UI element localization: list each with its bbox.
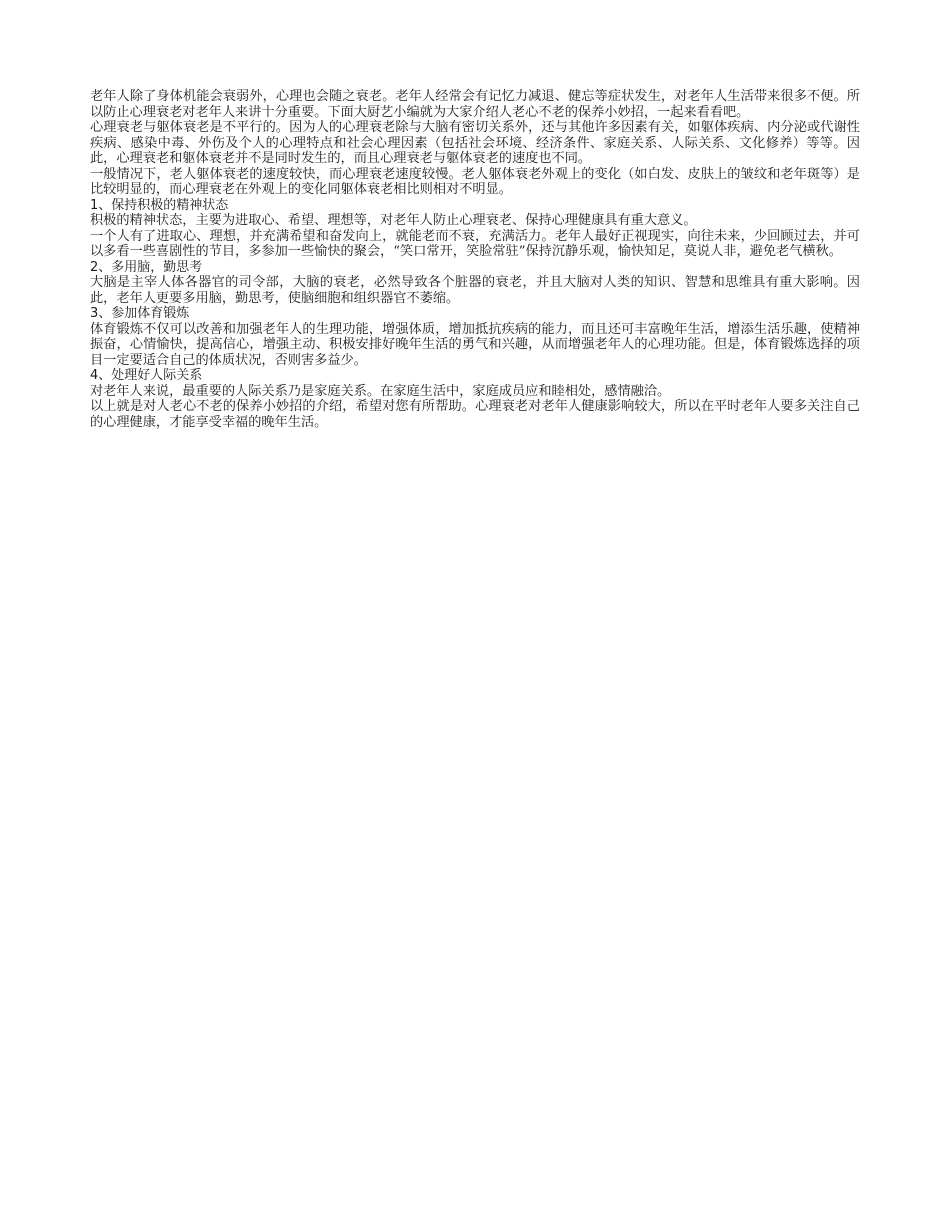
intro-paragraph: 老年人除了身体机能会衰弱外，心理也会随之衰老。老年人经常会有记忆力减退、健忘等症状发生，对老年人生活带来很多不便。所以防止心理衰老对老年人来讲十分重要。下面大厨艺小编就为大家介绍人老心不老的保养小妙招，一起来看看吧。 <box>90 89 860 120</box>
section-heading: 4、处理好人际关系 <box>90 368 203 383</box>
body-paragraph: 一般情况下，老人躯体衰老的速度较快，而心理衰老速度较慢。老人躯体衰老外观上的变化（如白发、皮肤上的皱纹和老年斑等）是比较明显的，而心理衰老在外观上的变化同躯体衰老相比则相对不明显。 <box>90 166 860 197</box>
section-heading: 3、参加体育锻炼 <box>90 306 190 321</box>
body-paragraph: 对老年人来说，最重要的人际关系乃是家庭关系。在家庭生活中，家庭成员应和睦相处，感情融洽。 <box>90 383 671 399</box>
document-body <box>90 89 860 430</box>
closing-paragraph: 以上就是对人老心不老的保养小妙招的介绍，希望对您有所帮助。心理衰老对老年人健康影响较大，所以在平时老年人要多关注自己的心理健康，才能享受幸福的晚年生活。 <box>90 399 860 430</box>
body-paragraph: 大脑是主宰人体各器官的司令部，大脑的衰老，必然导致各个脏器的衰老，并且大脑对人类的知识、智慧和思维具有重大影响。因此，老年人更要多用脑，勤思考，使脑细胞和组织器官不萎缩。 <box>90 275 860 306</box>
body-paragraph: 体育锻炼不仅可以改善和加强老年人的生理功能，增强体质，增加抵抗疾病的能力，而且还可丰富晚年生活，增添生活乐趣，使精神振奋，心情愉快，提高信心，增强主动、积极安排好晚年生活的勇气和兴趣，从而增强老年人的心理功能。但是，体育锻炼选择的项目一定要适合自己的体质状况，否则害多益少。 <box>90 321 860 368</box>
body-paragraph: 心理衰老与躯体衰老是不平行的。因为人的心理衰老除与大脑有密切关系外，还与其他许多因素有关，如躯体疾病、内分泌或代谢性疾病、感染中毒、外伤及个人的心理特点和社会心理因素（包括社会环境、经济条件、家庭关系、人际关系、文化修养）等等。因此，心理衰老和躯体衰老并不是同时发生的，而且心理衰老与躯体衰老的速度也不同。 <box>90 120 860 166</box>
section-heading: 2、多用脑，勤思考 <box>90 259 203 275</box>
section-heading: 1、保持积极的精神状态 <box>90 197 229 213</box>
body-paragraph: 积极的精神状态，主要为进取心、希望、理想等，对老年人防止心理衰老、保持心理健康具有重大意义。 <box>90 213 697 228</box>
body-paragraph: 一个人有了进取心、理想，并充满希望和奋发向上，就能老而不衰，充满活力。老年人最好正视现实，向往未来，少回顾过去，并可以多看一些喜剧性的节目，多参加一些愉快的聚会，“笑口常开，笑脸常驻”保持沉静乐观，愉快知足，莫说人非，避免老气横秋。 <box>90 228 860 259</box>
